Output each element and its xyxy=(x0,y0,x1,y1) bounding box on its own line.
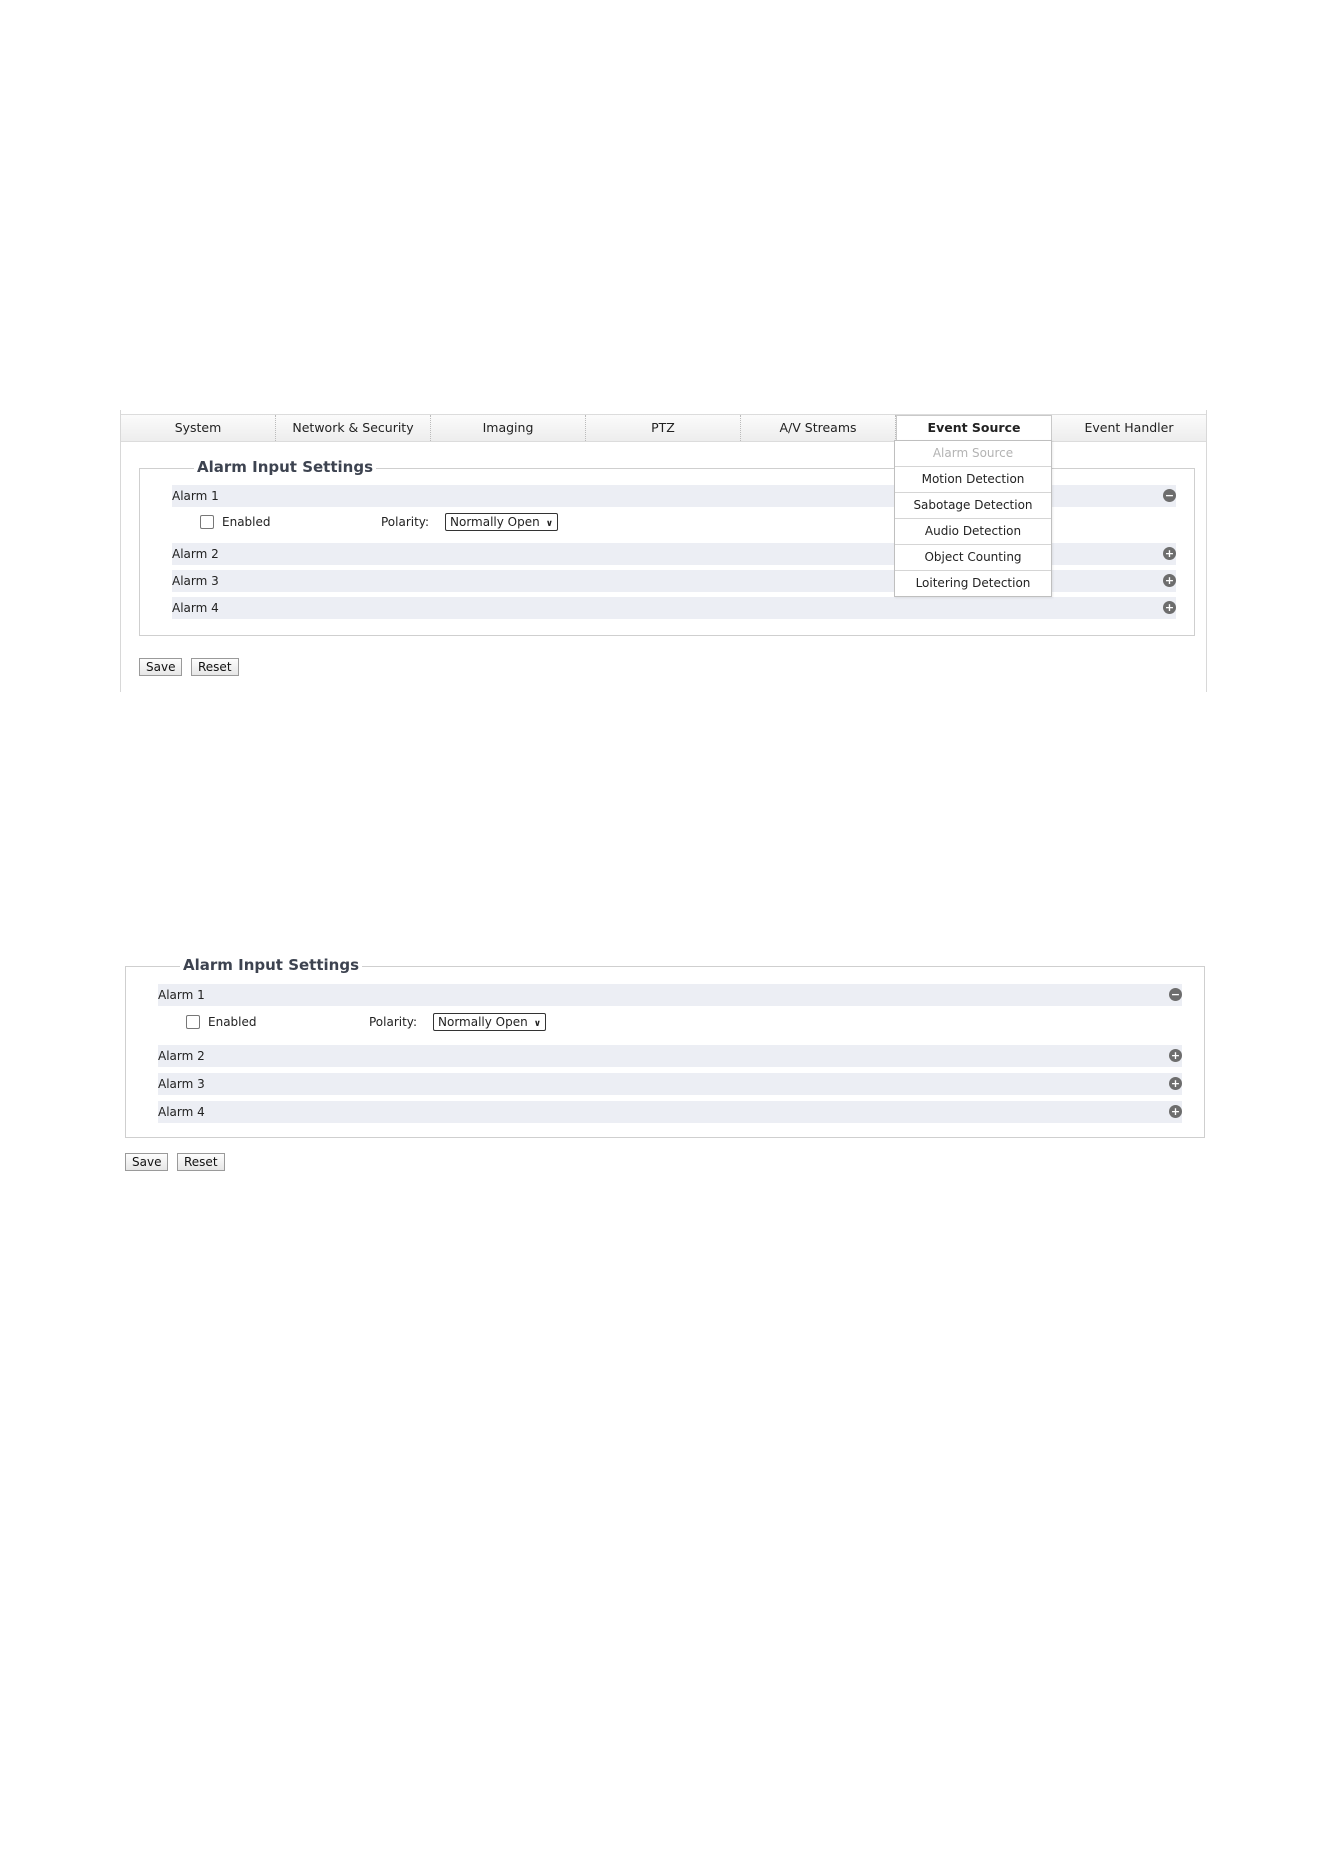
expand-icon[interactable]: + xyxy=(1164,574,1175,587)
alarm-label: Alarm 1 xyxy=(172,489,219,503)
tab-network-security[interactable]: Network & Security xyxy=(276,415,431,441)
enabled-checkbox[interactable] xyxy=(200,515,214,529)
enabled-checkbox[interactable] xyxy=(186,1015,200,1029)
tab-system[interactable]: System xyxy=(121,415,276,441)
expand-icon[interactable]: + xyxy=(1170,1105,1181,1118)
polarity-label: Polarity: xyxy=(381,515,430,529)
tab-event-handler[interactable]: Event Handler xyxy=(1084,420,1174,435)
polarity-label: Polarity: xyxy=(369,1015,418,1029)
menu-item-audio-detection[interactable]: Audio Detection xyxy=(895,519,1051,545)
alarm-input-settings-fieldset xyxy=(125,956,1205,1138)
collapse-icon[interactable]: − xyxy=(1170,988,1181,1001)
chevron-down-icon: ∨ xyxy=(545,519,554,529)
alarm-label: Alarm 3 xyxy=(172,574,219,588)
tab-imaging[interactable]: Imaging xyxy=(431,415,586,441)
collapse-icon[interactable]: − xyxy=(1164,489,1175,502)
alarm-label: Alarm 1 xyxy=(158,988,205,1002)
polarity-select[interactable] xyxy=(433,1013,546,1031)
alarm-row-3[interactable] xyxy=(158,1073,1182,1095)
menu-item-object-counting[interactable]: Object Counting xyxy=(895,545,1051,571)
main-tab-bar xyxy=(121,414,1206,442)
fieldset-legend: Alarm Input Settings xyxy=(194,458,376,476)
fieldset-legend: Alarm Input Settings xyxy=(180,956,362,974)
alarm-label: Alarm 4 xyxy=(158,1105,205,1119)
polarity-value: Normally Open xyxy=(438,1015,528,1029)
alarm-1-details xyxy=(186,1010,1086,1034)
polarity-value: Normally Open xyxy=(450,515,540,529)
alarm-label: Alarm 4 xyxy=(172,601,219,615)
alarm-row-4[interactable] xyxy=(158,1101,1182,1123)
enabled-label: Enabled xyxy=(222,515,271,529)
alarm-row-1[interactable] xyxy=(158,984,1182,1006)
alarm-row-4[interactable] xyxy=(172,597,1176,619)
screenshot-alarm-settings xyxy=(120,950,1215,1180)
reset-button[interactable]: Reset xyxy=(177,1153,225,1171)
alarm-label: Alarm 2 xyxy=(158,1049,205,1063)
screenshot-with-menu xyxy=(120,410,1207,692)
reset-button[interactable]: Reset xyxy=(191,658,239,676)
expand-icon[interactable]: + xyxy=(1164,547,1175,560)
alarm-label: Alarm 3 xyxy=(158,1077,205,1091)
polarity-select[interactable] xyxy=(445,513,558,531)
menu-item-sabotage-detection[interactable]: Sabotage Detection xyxy=(895,493,1051,519)
expand-icon[interactable]: + xyxy=(1170,1049,1181,1062)
menu-item-alarm-source: Alarm Source xyxy=(895,441,1051,467)
alarm-row-2[interactable] xyxy=(158,1045,1182,1067)
expand-icon[interactable]: + xyxy=(1164,601,1175,614)
expand-icon[interactable]: + xyxy=(1170,1077,1181,1090)
tab-event-source[interactable]: Event Source xyxy=(896,415,1052,441)
tab-ptz[interactable]: PTZ xyxy=(586,415,741,441)
enabled-label: Enabled xyxy=(208,1015,257,1029)
menu-item-motion-detection[interactable]: Motion Detection xyxy=(895,467,1051,493)
alarm-label: Alarm 2 xyxy=(172,547,219,561)
menu-item-loitering-detection[interactable]: Loitering Detection xyxy=(915,576,1031,590)
save-button[interactable]: Save xyxy=(139,658,182,676)
tab-av-streams[interactable]: A/V Streams xyxy=(741,415,896,441)
save-button[interactable]: Save xyxy=(125,1153,168,1171)
chevron-down-icon: ∨ xyxy=(533,1019,542,1029)
event-source-menu xyxy=(894,440,1052,597)
